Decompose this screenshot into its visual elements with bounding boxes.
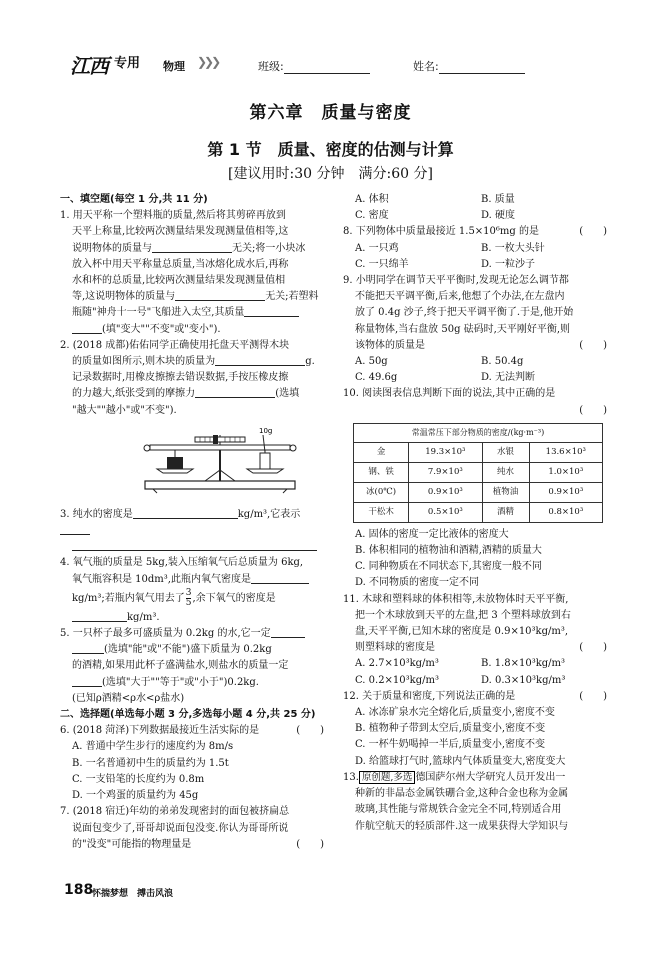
logo-tag: 专用 (114, 56, 141, 71)
table-row: 钢、铁 7.9×10³ 纯水 1.0×10³ (354, 462, 603, 482)
question-7-options (343, 192, 607, 224)
option[interactable]: B. 1.8×10³kg/m³ (481, 658, 566, 670)
answer-blank[interactable] (195, 386, 275, 398)
page-number: 188 (64, 882, 94, 898)
option[interactable]: A. 2.7×10³kg/m³ (355, 658, 439, 670)
question-10: 10. 阅读图表信息判断下面的说法,其中正确的是 ( ) 常温常压下部分物质的密度/(kg·m⁻³) 金 19.3×10³ 水银 13.6×10³ 钢、铁 7.9×10³ 纯水 1.0×10³ 冰(0℃) 0.9×10³ 植物油 0.9×10³ 干松木 0.5×10³ 酒精 0.8×10³ A. 固体的密度一定比液体的密度大 B. 体积相同的植物油和酒精,酒精的质量大 C. 同种物质在不同状态下,其密度一般不同 D. 不同物质的密度一定不同 (343, 386, 607, 591)
option[interactable]: D. 0.3×10³kg/m³ (481, 674, 566, 686)
logo-brush-text: 江西 (70, 54, 108, 78)
table-row: 干松木 0.5×10³ 酒精 0.8×10³ (354, 502, 603, 522)
option[interactable]: C. 密度 (355, 210, 389, 222)
part1-title: 一、填空题(每空 1 分,共 11 分) (60, 194, 208, 205)
footer-slogan: 怀揣梦想 搏击风浪 (92, 889, 174, 899)
answer-blank[interactable] (72, 642, 104, 654)
question-5: 5. 一只杯子最多可盛质量为 0.2kg 的水,它一定 (选填"能"或"不能")盛下质量为 0.2kg 的酒精,如果用此杯子盛满盐水,则盐水的质量一定 (选填"大于""等于"或"小于")0.2kg. (已知ρ酒精<ρ水<ρ盐水) (60, 626, 324, 707)
option[interactable]: A. 普通中学生步行的速度约为 8m/s (72, 741, 234, 753)
option[interactable]: B. 体积相同的植物油和酒精,酒精的质量大 (355, 545, 542, 557)
weight-label: 10g (259, 427, 273, 435)
option[interactable]: C. 一杯牛奶喝掉一半后,质量变小,密度不变 (355, 739, 546, 751)
section-title: 第 1 节 质量、密度的估测与计算 (207, 140, 454, 159)
option[interactable]: D. 一粒沙子 (481, 258, 536, 270)
timing-note: [建议用时:30 分钟 满分:60 分] (228, 166, 433, 182)
question-11: 11. 木球和塑料球的体积相等,未放物体时天平平衡, 把一个木球放到天平的左盘,把 3 个塑料球放到右 盘,天平平衡,已知木球的密度是 0.9×10³kg/m³, 则塑料球的密度是 ( ) A. 2.7×10³kg/m³ B. 1.8×10³kg/m³ C. 0.2×10³kg/m³ D. 0.3×10³kg/m³ (343, 592, 607, 689)
answer-blank[interactable] (251, 572, 309, 584)
option[interactable]: A. 冰冻矿泉水完全熔化后,质量变小,密度不变 (355, 707, 555, 719)
question-tag: 原创题,多选 (359, 771, 416, 784)
balance-scale-figure (135, 415, 305, 495)
question-1: 1. 用天平称一个塑料瓶的质量,然后将其剪碎再放到 天平上称量,比较两次测量结果发现测量值相等,这 说明物体的质量与 无关;将一小块冰 放入杯中用天平称量总质量,当冰熔化成水后,再称 水和杯的总质量,比较两次测量结果发现测量值相 等,这说明物体的质量与 无关;若塑料 瓶随"神舟十一号"飞船进入太空,其质量 (填"变大""不变"或"变小"). (60, 210, 319, 335)
rider (213, 435, 218, 444)
option[interactable]: B. 一枚大头针 (481, 242, 545, 254)
series-logo (70, 46, 160, 78)
answer-blank[interactable] (133, 507, 238, 519)
question-7: 7. (2018 宿迁)年幼的弟弟发现密封的面包被挤扁总 说面包变少了,哥哥却说面包没变.你认为哥哥所说 的"没变"可能指的物理量是 ( ) (60, 806, 324, 850)
fraction: $\frac{3}{5}$ (185, 587, 192, 608)
option[interactable]: C. 一支铅笔的长度约为 0.8m (72, 773, 205, 785)
answer-blank[interactable] (244, 305, 299, 317)
table-title: 常温常压下部分物质的密度/(kg·m⁻³) (354, 423, 603, 442)
answer-blank[interactable] (152, 241, 232, 253)
chapter-title: 第六章 质量与密度 (249, 103, 412, 123)
answer-blank[interactable] (72, 539, 317, 551)
table-row: 金 19.3×10³ 水银 13.6×10³ (354, 442, 603, 462)
option[interactable]: C. 0.2×10³kg/m³ (355, 674, 439, 686)
question-9: 9. 小明同学在调节天平平衡时,发现无论怎么调节都 不能把天平调平衡,后来,他想了个办法,在左盘内 放了 0.4g 沙子,终于把天平调平衡了.于是,他开始 称量物体,当右盘放 50g 砝码时,天平刚好平衡,则 该物体的质量是 ( ) A. 50g B. 50.4g C. 49.6g D. 无法判断 (343, 273, 607, 386)
subject-label: 物理 (163, 60, 185, 73)
right-column (343, 192, 607, 835)
part2-title: 二、选择题(单选每小题 3 分,多选每小题 4 分,共 25 分) (60, 709, 316, 721)
option[interactable]: D. 一个鸡蛋的质量约为 45g (72, 790, 199, 802)
option[interactable]: A. 一只鸡 (355, 242, 399, 254)
option[interactable]: D. 硬度 (481, 210, 516, 222)
answer-blank[interactable] (72, 610, 127, 622)
option[interactable]: D. 给篮球打气时,篮球内气体质量变大,密度变大 (355, 755, 566, 767)
question-8: 8. 下列物体中质量最接近 1.5×10⁶mg 的是 ( ) A. 一只鸡 B. 一枚大头针 C. 一只绵羊 D. 一粒沙子 (343, 224, 607, 273)
option[interactable]: C. 一只绵羊 (355, 258, 409, 270)
option[interactable]: C. 同种物质在不同状态下,其密度一般不同 (355, 561, 542, 573)
option[interactable]: D. 无法判断 (481, 372, 536, 384)
option[interactable]: A. 固体的密度一定比液体的密度大 (355, 528, 509, 540)
question-3: 3. 纯水的密度是 kg/m³,它表示 (60, 507, 324, 556)
option[interactable]: B. 植物种子带到太空后,质量变小,密度不变 (355, 723, 546, 735)
name-field[interactable] (413, 58, 525, 74)
chevron-right-icon: ❯❯❯ (197, 55, 219, 69)
answer-blank[interactable] (215, 354, 305, 366)
name-label: 姓名: (413, 60, 439, 73)
question-12: 12. 关于质量和密度,下列说法正确的是 ( ) A. 冰冻矿泉水完全熔化后,质量变小,密度不变 B. 植物种子带到太空后,质量变小,密度不变 C. 一杯牛奶喝掉一半后,质量变小,密度不变 D. 给篮球打气时,篮球内气体质量变大,密度变大 (343, 689, 607, 770)
answer-blank[interactable] (271, 626, 305, 638)
question-13: 13. 原创题,多选 德国萨尔州大学研究人员开发出一 种新的非晶态金属铁硼合金,这种合金也称为金属 玻璃,其性能与常规铁合金完全不同,特别适合用 作航空航天的轻质部件.这一成果获得大学知识与 (343, 771, 569, 832)
left-column (60, 192, 324, 853)
option[interactable]: B. 一名普通初中生的质量约为 1.5t (72, 757, 229, 769)
answer-blank[interactable] (60, 523, 90, 535)
answer-blank[interactable] (72, 675, 102, 687)
option[interactable]: B. 50.4g (481, 356, 524, 368)
question-4: 4. 氧气瓶的质量是 5kg,装入压缩氧气后总质量为 6kg, 氧气瓶容积是 10dm³,此瓶内氧气密度是 kg/m³;若瓶内氧气用去了 $\frac{3}{5}$ ,余下氧气的密度是 kg/m³. (60, 555, 324, 626)
class-label: 班级: (258, 60, 284, 73)
option[interactable]: A. 50g (355, 356, 388, 368)
answer-blank[interactable] (72, 322, 102, 334)
question-6: 6. (2018 菏泽)下列数据最接近生活实际的是 ( ) A. 普通中学生步行的速度约为 8m/s B. 一名普通初中生的质量约为 1.5t C. 一支铅笔的长度约为 0.8m D. 一个鸡蛋的质量约为 45g (60, 723, 324, 804)
option[interactable]: B. 质量 (481, 194, 515, 205)
option[interactable]: C. 49.6g (355, 372, 398, 384)
option[interactable]: D. 不同物质的密度一定不同 (355, 577, 480, 589)
weight-10g (260, 453, 270, 469)
option[interactable]: A. 体积 (355, 194, 389, 205)
density-table (353, 423, 603, 523)
question-2: 2. (2018 成都)佑佑同学正确使用托盘天平测得木块 的质量如图所示,则木块的质量为 g. 记录数据时,用橡皮擦擦去错误数据,手按压橡皮擦 的力越大,纸张受到的摩擦力 (选填 "越大""越小"或"不变"). (60, 339, 315, 416)
table-row: 冰(0℃) 0.9×10³ 植物油 0.9×10³ (354, 482, 603, 502)
answer-blank[interactable] (175, 289, 265, 301)
class-field[interactable] (258, 58, 370, 74)
wood-block (167, 457, 183, 469)
